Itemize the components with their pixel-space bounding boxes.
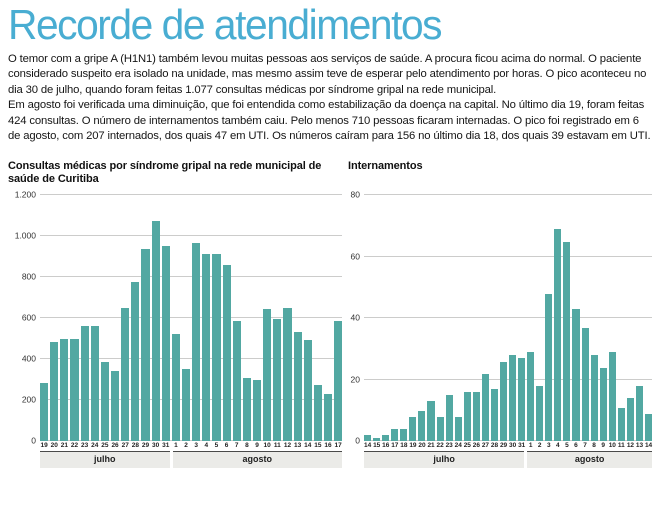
bar [152,221,160,442]
bar [50,342,58,441]
intro-text [8,52,652,144]
y-axis-label: 400 [21,353,36,364]
x-axis-label: 11 [617,442,625,450]
bar [527,352,534,441]
month-label: agosto [527,451,652,468]
bar [101,362,109,442]
bar [400,429,407,441]
x-axis-label: 5 [565,442,569,450]
bar [314,385,322,441]
y-axis-label: 0 [31,435,36,446]
x-axis-label: 30 [152,442,160,450]
charts-row [8,160,652,468]
x-axis-label: 10 [608,442,616,450]
month-label: julho [40,451,170,468]
x-axis-label: 22 [70,442,79,450]
bar [409,417,416,442]
consultas-chart [8,160,342,468]
bar [391,429,398,441]
x-axis-label: 7 [234,442,239,450]
bar [545,294,552,442]
bar [172,334,180,442]
bar [446,395,453,441]
bar [491,389,498,441]
x-axis-label: 28 [131,442,139,450]
x-axis-label: 2 [537,442,542,450]
intro-paragraph-1: O temor com a gripe A (H1N1) também levou muitas pessoas aos serviços de saúde. A procura ficou acima do normal. O paciente considerado suspeito era isolado na unidade, mas mesmo assim teve de esperar pelo atendimento por horas. O pico aconteceu no dia 30 de julho, quando foram feitas 1.077 consultas médicas por síndrome gripal na rede municipal. [8,53,647,96]
bar [582,328,589,442]
x-axis-label: 24 [91,442,99,450]
month-label: julho [364,451,524,468]
x-axis-label: 20 [50,442,58,450]
bar [591,355,598,441]
x-axis-label: 31 [518,442,526,450]
bar [518,358,525,441]
consultas-chart-canvas [8,189,342,468]
bar [212,254,220,442]
x-axis-label: 1 [174,442,178,450]
bar [111,371,119,442]
bar [131,282,139,442]
x-axis-label: 12 [283,442,292,450]
bar [473,392,480,441]
month-band [364,451,652,468]
x-axis-label: 26 [472,442,480,450]
y-axis-label: 800 [21,271,36,282]
bar [60,339,68,442]
x-axis-label: 24 [454,442,462,450]
bar [233,321,241,442]
bar [563,242,570,442]
x-axis-label: 18 [400,442,408,450]
page-title: Recorde de atendimentos [8,1,442,48]
x-axis-label: 26 [111,442,119,450]
x-axis-label: 10 [263,442,271,450]
bar [121,308,129,441]
y-axis-label: 600 [21,312,36,323]
x-axis-label: 13 [293,442,302,450]
bar-series [40,195,342,441]
x-axis-label: 25 [101,442,109,450]
x-axis-label: 14 [644,442,653,450]
x-axis-label: 1 [528,442,533,450]
bar [40,383,48,441]
x-axis-label: 14 [304,442,312,450]
y-axis-label: 60 [350,251,360,262]
bar [482,374,489,442]
plot-area [40,195,342,441]
x-axis-label: 27 [121,442,129,450]
bar [334,321,342,442]
bar [618,408,625,442]
bar [455,417,462,442]
x-axis-label: 8 [592,442,596,450]
bar [418,411,425,442]
x-axis-label: 7 [583,442,587,450]
x-axis-label: 16 [324,442,332,450]
month-band [40,451,342,468]
x-axis-label: 4 [204,442,209,450]
bar [81,326,89,442]
x-axis-label: 15 [314,442,322,450]
y-axis-label: 40 [350,312,360,323]
x-axis-label: 12 [626,442,635,450]
bar [294,332,302,442]
bar [636,386,643,441]
x-axis-label: 16 [382,442,390,450]
bar [324,394,332,441]
bar-series [364,195,652,441]
bar [572,309,579,441]
x-axis-label: 9 [255,442,259,450]
x-axis-label: 23 [445,442,453,450]
x-axis-label: 17 [391,442,399,450]
bar [382,435,389,441]
y-axis [348,189,364,446]
x-axis-label: 21 [427,442,435,450]
x-axis-label: 3 [546,442,551,450]
x-axis-label: 21 [60,442,68,450]
x-axis-label: 27 [481,442,490,450]
y-axis [8,189,40,446]
intro-paragraph-2: Em agosto foi verificada uma diminuição, que foi entendida como estabilização da doença na capital. No último dia 19, foram feitas 424 consultas. O número de internamentos também caiu. Pelo menos 710 pessoas ficaram internadas. O pico foi registrado em 6 de agosto, com 207 internados, dos quais 47 em UTI. Os números caíram para 156 no último dia 18, dos quais 39 estavam em UTI. [8,99,651,143]
x-axis-label: 13 [635,442,644,450]
x-axis-label: 14 [364,442,372,450]
bar [243,378,251,442]
x-axis-label: 8 [245,442,249,450]
bar [91,326,99,442]
chart-title-consultas: Consultas médicas por síndrome gripal na rede municipal de saúde de Curitiba [8,160,322,186]
x-axis [40,442,342,450]
x-axis-label: 31 [162,442,170,450]
bar [304,340,312,441]
x-axis-label: 17 [334,442,342,450]
bar [500,362,507,442]
x-axis-label: 22 [436,442,444,450]
x-axis-label: 6 [574,442,578,450]
bar [70,339,78,442]
bar [141,249,149,442]
bar [427,401,434,441]
y-axis-label: 1.200 [14,189,36,200]
y-axis-label: 0 [355,435,360,446]
bar [464,392,471,441]
bar [283,308,291,441]
x-axis-label: 3 [194,442,198,450]
y-axis-label: 200 [21,394,36,405]
y-axis-label: 1.000 [14,230,36,241]
bar [223,265,231,441]
x-axis-label: 23 [81,442,89,450]
bar [373,438,380,441]
x-axis-label: 20 [418,442,426,450]
chart-title-internamentos: Internamentos [348,160,423,173]
plot-area [364,195,652,441]
bar [202,254,210,442]
bar [609,352,616,441]
bar [253,380,261,442]
bar [364,435,371,441]
bar [509,355,516,441]
x-axis-label: 25 [463,442,471,450]
x-axis-label: 19 [40,442,48,450]
bar [273,319,281,441]
bar [600,368,607,442]
x-axis-label: 15 [373,442,381,450]
bar [182,369,190,442]
x-axis-label: 2 [184,442,188,450]
x-axis [364,442,652,450]
month-label: agosto [173,451,342,468]
y-axis-label: 80 [350,189,360,200]
bar [645,414,652,442]
x-axis-label: 4 [556,442,560,450]
bar [263,309,271,441]
x-axis-label: 6 [224,442,229,450]
x-axis-label: 19 [409,442,417,450]
bar [536,386,543,441]
x-axis-label: 5 [214,442,219,450]
bar [627,398,634,441]
x-axis-label: 9 [601,442,605,450]
x-axis-label: 30 [509,442,517,450]
bar [192,243,200,442]
internamentos-chart [348,160,652,468]
x-axis-label: 29 [141,442,150,450]
x-axis-label: 29 [499,442,508,450]
bar [554,229,561,441]
y-axis-label: 20 [350,374,360,385]
bar [162,246,170,442]
internamentos-chart-canvas [348,189,653,468]
x-axis-label: 28 [490,442,499,450]
bar [437,417,444,442]
x-axis-label: 11 [273,442,281,450]
